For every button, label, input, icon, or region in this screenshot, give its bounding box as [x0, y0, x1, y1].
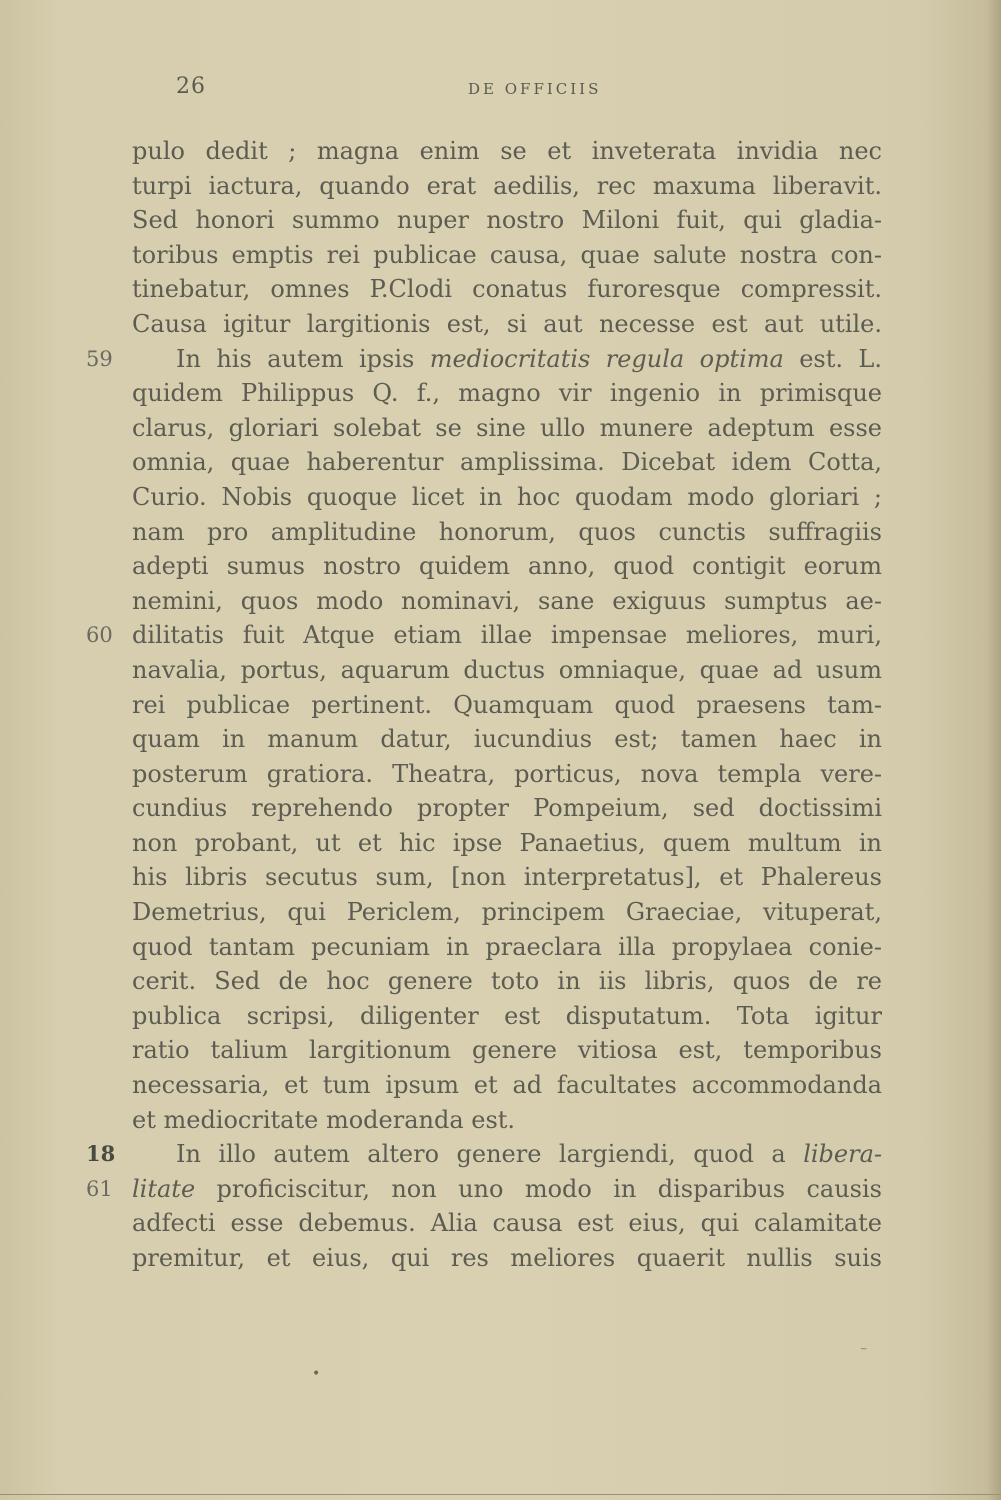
text-line: [132, 999, 882, 1034]
text-line: [132, 480, 882, 515]
section-number: 59: [86, 346, 113, 371]
text-line: [132, 688, 882, 723]
text-line: [132, 411, 882, 446]
text-line: [132, 203, 882, 238]
text-line: [132, 964, 882, 999]
running-title: DE OFFICIIS: [468, 80, 602, 98]
line-text: quod tantam pecuniam in praeclara illa propylaea conie-: [132, 932, 882, 961]
text-line: [132, 549, 882, 584]
line-text: navalia, portus, aquarum ductus omniaque, quae ad usum: [132, 655, 882, 684]
line-text: ratio talium largitionum genere vitiosa est, temporibus: [132, 1036, 882, 1065]
text-line: [132, 584, 882, 619]
line-text-italic: mediocritatis regula optima: [429, 344, 784, 373]
line-text-roman: In illo autem altero genere largiendi, quod a: [176, 1140, 804, 1169]
line-text: publica scripsi, diligenter est disputatum. Tota igitur: [132, 1001, 882, 1030]
line-text: Demetrius, qui Periclem, principem Graeciae, vituperat,: [132, 898, 882, 927]
chapter-number: 18: [86, 1141, 116, 1167]
line-text-roman: In his autem ipsis: [176, 344, 430, 373]
line-text: nemini, quos modo nominavi, sane exiguus sumptus ae-: [132, 586, 882, 615]
line-text: Causa igitur largitionis est, si aut necesse est aut utile.: [132, 309, 882, 338]
text-line: [132, 895, 882, 930]
line-text: turpi iactura, quando erat aedilis, rec maxuma liberavit.: [132, 171, 882, 200]
text-line: [132, 238, 882, 273]
page-header: [0, 74, 1001, 104]
line-text-italic: litate: [132, 1174, 196, 1203]
line-text: cundius reprehendo propter Pompeium, sed doctissimi: [132, 794, 882, 823]
line-text: non probant, ut et hic ipse Panaetius, quem multum in: [132, 828, 882, 857]
text-line: [86, 342, 882, 377]
line-text: Curio. Nobis quoque licet in hoc quodam modo gloriari ;: [132, 482, 882, 511]
line-text: clarus, gloriari solebat se sine ullo munere adeptum esse: [132, 413, 882, 442]
line-text: toribus emptis rei publicae causa, quae salute nostra con-: [132, 240, 882, 269]
page-number: 26: [176, 74, 206, 99]
text-line: [132, 376, 882, 411]
text-line: [132, 1206, 882, 1241]
text-line: [132, 515, 882, 550]
page-edge-shadow: [987, 0, 1001, 1500]
line-text: omnia, quae haberentur amplissima. Dicebat idem Cotta,: [132, 448, 882, 477]
text-line: [132, 826, 882, 861]
text-line: [86, 618, 882, 653]
text-line: [86, 1137, 882, 1172]
text-line: [86, 1172, 882, 1207]
line-text: adfecti esse debemus. Alia causa est eius, qui calamitate: [132, 1209, 882, 1238]
line-text: [132, 1137, 882, 1172]
line-text: rei publicae pertinent. Quamquam quod praesens tam-: [132, 690, 882, 719]
text-line: [132, 930, 882, 965]
line-text: posterum gratiora. Theatra, porticus, nova templa vere-: [132, 759, 882, 788]
line-text: nam pro amplitudine honorum, quos cunctis suffragiis: [132, 517, 882, 546]
text-line: [132, 169, 882, 204]
line-text: cerit. Sed de hoc genere toto in iis libris, quos de re: [132, 967, 882, 996]
text-line: [132, 1033, 882, 1068]
text-line: [132, 653, 882, 688]
text-line: [132, 1241, 882, 1276]
text-line: [132, 1068, 882, 1103]
section-number: 60: [86, 623, 113, 648]
text-line: [132, 791, 882, 826]
text-line: [132, 445, 882, 480]
line-text: adepti sumus nostro quidem anno, quod contigit eorum: [132, 552, 882, 581]
line-text: [132, 1172, 882, 1207]
section-number: 61: [86, 1176, 113, 1201]
line-text: Sed honori summo nuper nostro Miloni fuit, qui gladia-: [132, 206, 882, 235]
line-text-roman: est. L.: [783, 344, 882, 373]
page-bottom-edge: [0, 1494, 1001, 1495]
text-line: [132, 722, 882, 757]
text-line: [132, 134, 882, 169]
line-text: pulo dedit ; magna enim se et inveterata invidia nec: [132, 137, 882, 165]
line-text: quam in manum datur, iucundius est; tamen haec in: [132, 725, 882, 754]
line-text: premitur, et eius, qui res meliores quaerit nullis suis: [132, 1244, 882, 1272]
text-line: [132, 272, 882, 307]
body-text: [86, 134, 882, 1276]
text-line: [132, 307, 882, 342]
line-text-italic: libera-: [803, 1140, 882, 1169]
text-line: [132, 860, 882, 895]
line-text: necessaria, et tum ipsum et ad facultates accommodanda: [132, 1071, 882, 1100]
line-text: et mediocritate moderanda est.: [132, 1105, 516, 1134]
ink-mark: •: [312, 1366, 321, 1382]
line-text: quidem Philippus Q. f., magno vir ingenio in primisque: [132, 379, 882, 408]
line-text: tinebatur, omnes P.Clodi conatus furoresque compressit.: [132, 275, 882, 304]
line-text-roman: proficiscitur, non uno modo in disparibus causis: [195, 1174, 882, 1203]
line-text: his libris secutus sum, [non interpretatus], et Phalereus: [132, 863, 882, 892]
text-line: [132, 757, 882, 792]
ink-mark: ⁻: [860, 1344, 868, 1360]
line-text: [132, 342, 882, 377]
line-text: dilitatis fuit Atque etiam illae impensae meliores, muri,: [132, 621, 882, 650]
text-line: [132, 1103, 882, 1138]
